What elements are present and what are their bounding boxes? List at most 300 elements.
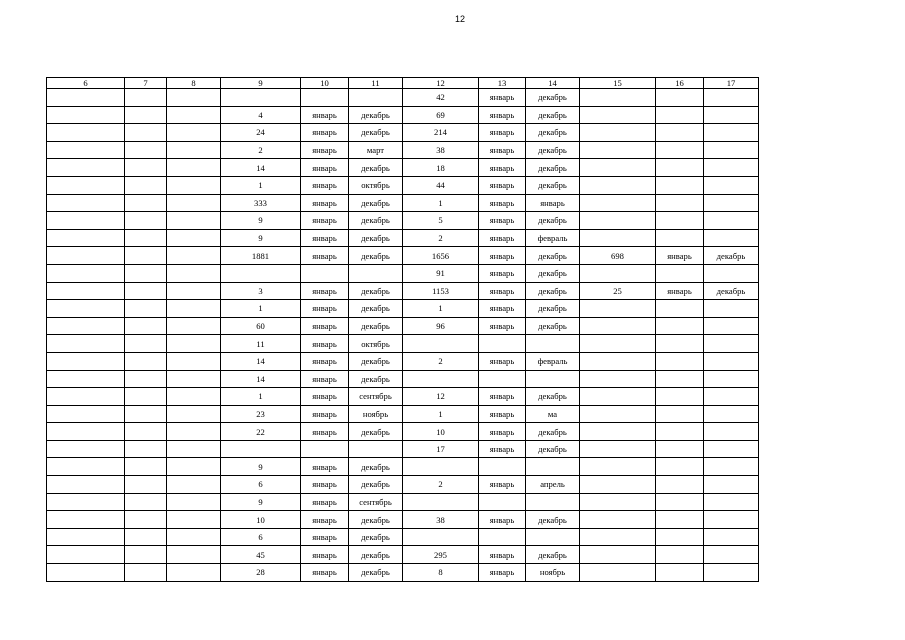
table-cell: 12 [403, 388, 479, 406]
table-cell [125, 335, 167, 353]
table-cell: январь [479, 106, 526, 124]
table-cell [47, 528, 125, 546]
table-cell [479, 370, 526, 388]
table-cell: 1 [403, 300, 479, 318]
table-cell: 14 [221, 159, 301, 177]
table-cell [526, 335, 580, 353]
table-cell [704, 124, 759, 142]
table-cell [656, 388, 704, 406]
table-cell [479, 528, 526, 546]
table-cell: январь [479, 388, 526, 406]
table-cell [479, 458, 526, 476]
table-cell: январь [301, 159, 349, 177]
table-cell [580, 423, 656, 441]
table-cell: январь [479, 564, 526, 582]
column-header: 8 [167, 78, 221, 89]
table-cell: январь [301, 194, 349, 212]
table-cell [167, 546, 221, 564]
table-cell: 28 [221, 564, 301, 582]
table-cell [704, 176, 759, 194]
table-cell: 9 [221, 212, 301, 230]
table-row [47, 282, 759, 300]
table-cell: 1 [221, 176, 301, 194]
table-cell: 69 [403, 106, 479, 124]
table-cell [580, 229, 656, 247]
table-cell [125, 528, 167, 546]
table-cell [656, 546, 704, 564]
table-cell: январь [656, 282, 704, 300]
table-cell [167, 229, 221, 247]
table-cell [125, 124, 167, 142]
table-cell: декабрь [349, 282, 403, 300]
table-cell [704, 229, 759, 247]
table-cell [704, 493, 759, 511]
table-cell: февраль [526, 229, 580, 247]
table-cell: декабрь [349, 546, 403, 564]
table-cell [125, 247, 167, 265]
table-cell [580, 388, 656, 406]
table-cell [47, 124, 125, 142]
table-row [47, 440, 759, 458]
table-cell [125, 141, 167, 159]
table-cell: январь [479, 159, 526, 177]
table-cell: октябрь [349, 176, 403, 194]
table-cell: декабрь [526, 423, 580, 441]
table-cell [125, 423, 167, 441]
table-cell: январь [301, 212, 349, 230]
table-cell [656, 212, 704, 230]
table-cell [301, 440, 349, 458]
table-cell [167, 89, 221, 107]
table-cell [167, 493, 221, 511]
table-cell [656, 511, 704, 529]
table-cell [125, 264, 167, 282]
table-cell [167, 282, 221, 300]
table-cell: январь [301, 106, 349, 124]
column-header: 15 [580, 78, 656, 89]
table-cell [580, 335, 656, 353]
table-cell [704, 511, 759, 529]
table-cell: январь [479, 476, 526, 494]
table-cell [167, 440, 221, 458]
table-cell [47, 493, 125, 511]
table-cell [125, 229, 167, 247]
table-cell [656, 352, 704, 370]
table-cell [125, 564, 167, 582]
table-cell: 14 [221, 370, 301, 388]
table-cell [125, 458, 167, 476]
table-cell: 96 [403, 317, 479, 335]
table-cell [580, 476, 656, 494]
table-cell [580, 352, 656, 370]
table-cell [656, 141, 704, 159]
table-cell [656, 317, 704, 335]
table-row [47, 194, 759, 212]
table-cell: декабрь [526, 106, 580, 124]
table-cell: декабрь [349, 159, 403, 177]
table-cell: 6 [221, 476, 301, 494]
table-cell [167, 141, 221, 159]
column-header: 9 [221, 78, 301, 89]
table-cell [167, 352, 221, 370]
table-cell: 38 [403, 511, 479, 529]
table-cell: 25 [580, 282, 656, 300]
column-header: 6 [47, 78, 125, 89]
table-cell: декабрь [526, 440, 580, 458]
table-cell: январь [301, 335, 349, 353]
table-cell [167, 247, 221, 265]
table-cell [656, 300, 704, 318]
table-cell [656, 335, 704, 353]
table-cell [656, 370, 704, 388]
table-cell [47, 317, 125, 335]
table-cell: 698 [580, 247, 656, 265]
table-cell: 24 [221, 124, 301, 142]
column-header: 13 [479, 78, 526, 89]
table-cell [125, 106, 167, 124]
table-cell [580, 564, 656, 582]
table-cell [580, 176, 656, 194]
table-cell: сентябрь [349, 493, 403, 511]
table-cell: декабрь [349, 511, 403, 529]
table-cell: ма [526, 405, 580, 423]
table-cell [47, 212, 125, 230]
table-cell [704, 264, 759, 282]
table-cell: декабрь [526, 546, 580, 564]
table-cell [349, 89, 403, 107]
table-cell [47, 388, 125, 406]
table-cell: декабрь [349, 194, 403, 212]
table-cell [221, 440, 301, 458]
table-cell [656, 458, 704, 476]
table-cell: январь [479, 300, 526, 318]
table-cell: декабрь [349, 124, 403, 142]
table-cell: декабрь [526, 141, 580, 159]
table-cell [580, 194, 656, 212]
column-header: 12 [403, 78, 479, 89]
table-cell: январь [479, 546, 526, 564]
table-cell [580, 106, 656, 124]
table-cell [704, 388, 759, 406]
table-cell [656, 423, 704, 441]
table-cell [125, 405, 167, 423]
table-cell [221, 264, 301, 282]
table-cell: 2 [403, 229, 479, 247]
table-cell: январь [301, 229, 349, 247]
table-cell [656, 440, 704, 458]
table-cell: декабрь [526, 159, 580, 177]
table-cell: декабрь [349, 212, 403, 230]
table-cell: январь [301, 300, 349, 318]
table-cell: 8 [403, 564, 479, 582]
table-cell: декабрь [526, 317, 580, 335]
table-cell [704, 458, 759, 476]
table-cell: 333 [221, 194, 301, 212]
table-cell: декабрь [349, 106, 403, 124]
table-cell: декабрь [349, 476, 403, 494]
table-cell [47, 264, 125, 282]
table-cell [704, 89, 759, 107]
table-row [47, 106, 759, 124]
table-cell: декабрь [526, 264, 580, 282]
table-cell: декабрь [704, 247, 759, 265]
table-row [47, 528, 759, 546]
table-cell [167, 300, 221, 318]
table-cell: январь [479, 511, 526, 529]
table-cell [656, 106, 704, 124]
table-cell: декабрь [526, 176, 580, 194]
table-row [47, 405, 759, 423]
table-cell [580, 511, 656, 529]
table-cell: 6 [221, 528, 301, 546]
table-cell [167, 159, 221, 177]
table-cell [580, 300, 656, 318]
table-cell: январь [301, 405, 349, 423]
table-cell: 1 [221, 300, 301, 318]
table-cell: декабрь [349, 458, 403, 476]
table-cell: 10 [221, 511, 301, 529]
column-header: 7 [125, 78, 167, 89]
table-row [47, 264, 759, 282]
table-cell [47, 546, 125, 564]
table-cell [125, 388, 167, 406]
table-cell [167, 106, 221, 124]
table-cell: январь [479, 212, 526, 230]
table-cell: январь [479, 317, 526, 335]
table-cell: январь [301, 511, 349, 529]
table-cell: январь [301, 546, 349, 564]
table-cell: декабрь [526, 300, 580, 318]
table-cell: 1656 [403, 247, 479, 265]
table-row [47, 493, 759, 511]
table-row [47, 124, 759, 142]
table-cell [403, 370, 479, 388]
table-cell: 3 [221, 282, 301, 300]
table-cell: январь [301, 528, 349, 546]
table-cell: декабрь [349, 564, 403, 582]
table-cell [47, 229, 125, 247]
table-cell [47, 476, 125, 494]
table-cell: 45 [221, 546, 301, 564]
table-cell [526, 458, 580, 476]
table-cell: декабрь [704, 282, 759, 300]
table-cell [580, 440, 656, 458]
table-cell [47, 370, 125, 388]
table-cell: январь [479, 124, 526, 142]
table-cell [403, 458, 479, 476]
table-cell [580, 141, 656, 159]
table-cell: январь [479, 352, 526, 370]
table-row [47, 564, 759, 582]
table-cell [580, 405, 656, 423]
table-cell: январь [301, 370, 349, 388]
table-cell: декабрь [349, 229, 403, 247]
table-cell: 91 [403, 264, 479, 282]
table-cell: январь [479, 405, 526, 423]
table-cell: январь [526, 194, 580, 212]
table-cell [167, 317, 221, 335]
table-cell [704, 528, 759, 546]
table-row [47, 546, 759, 564]
table-cell: декабрь [349, 247, 403, 265]
table-cell: 10 [403, 423, 479, 441]
table-cell [167, 212, 221, 230]
table-cell [704, 317, 759, 335]
table-cell [704, 159, 759, 177]
table-cell: 42 [403, 89, 479, 107]
table-cell [704, 564, 759, 582]
table-cell: 60 [221, 317, 301, 335]
table-cell: 1153 [403, 282, 479, 300]
table-body [47, 89, 759, 582]
table-cell: январь [301, 388, 349, 406]
table-row [47, 176, 759, 194]
table-cell [349, 264, 403, 282]
table-cell: 23 [221, 405, 301, 423]
table-cell [167, 335, 221, 353]
table-row [47, 317, 759, 335]
table-cell [167, 528, 221, 546]
table-cell [403, 493, 479, 511]
table-cell [656, 194, 704, 212]
table-cell [349, 440, 403, 458]
table-cell: 18 [403, 159, 479, 177]
table-cell: декабрь [349, 300, 403, 318]
table-cell [656, 493, 704, 511]
table-cell [301, 264, 349, 282]
table-cell [656, 89, 704, 107]
table-cell: 44 [403, 176, 479, 194]
table-cell [656, 564, 704, 582]
table-row [47, 247, 759, 265]
table-cell [125, 176, 167, 194]
data-table [46, 77, 759, 582]
table-row [47, 212, 759, 230]
table-cell [47, 141, 125, 159]
table-cell [580, 370, 656, 388]
table-cell [580, 124, 656, 142]
table-row [47, 229, 759, 247]
table-row [47, 300, 759, 318]
table-cell: январь [301, 423, 349, 441]
column-header: 17 [704, 78, 759, 89]
table-cell: декабрь [349, 423, 403, 441]
table-cell [167, 388, 221, 406]
table-cell: 2 [403, 476, 479, 494]
table-cell [125, 317, 167, 335]
table-cell: ноябрь [349, 405, 403, 423]
table-cell [47, 300, 125, 318]
table-cell [125, 476, 167, 494]
table-cell: январь [479, 194, 526, 212]
table-cell: декабрь [349, 370, 403, 388]
table-cell: январь [301, 458, 349, 476]
table-cell: январь [479, 282, 526, 300]
table-cell: 22 [221, 423, 301, 441]
table-cell [47, 458, 125, 476]
table-cell [47, 423, 125, 441]
table-cell [167, 370, 221, 388]
table-cell [167, 405, 221, 423]
table-cell [704, 405, 759, 423]
table-cell [656, 264, 704, 282]
table-cell: январь [301, 352, 349, 370]
column-header: 16 [656, 78, 704, 89]
table-cell [47, 106, 125, 124]
table-cell: ноябрь [526, 564, 580, 582]
table-cell: декабрь [526, 89, 580, 107]
table-cell [656, 124, 704, 142]
table-cell [167, 423, 221, 441]
table-cell [221, 89, 301, 107]
table-cell [47, 194, 125, 212]
table-cell [125, 282, 167, 300]
table-cell: сентябрь [349, 388, 403, 406]
table-cell: 2 [221, 141, 301, 159]
table-cell [125, 194, 167, 212]
table-cell: март [349, 141, 403, 159]
table-cell [125, 511, 167, 529]
table-cell [47, 247, 125, 265]
table-cell: январь [301, 476, 349, 494]
table-cell [167, 458, 221, 476]
table-cell [656, 405, 704, 423]
table-cell [47, 176, 125, 194]
table-row [47, 458, 759, 476]
table-cell [403, 335, 479, 353]
table-cell [580, 546, 656, 564]
table-cell [125, 159, 167, 177]
table-cell: декабрь [526, 511, 580, 529]
table-cell [656, 528, 704, 546]
table-cell: январь [301, 282, 349, 300]
table-cell: 9 [221, 229, 301, 247]
table-cell [167, 476, 221, 494]
table-cell [167, 124, 221, 142]
table-cell: 9 [221, 458, 301, 476]
table-cell [580, 159, 656, 177]
table-cell [704, 352, 759, 370]
table-cell: 5 [403, 212, 479, 230]
table-cell [47, 440, 125, 458]
table-cell [125, 89, 167, 107]
table-row [47, 388, 759, 406]
column-header: 14 [526, 78, 580, 89]
table-cell [580, 493, 656, 511]
table-cell [704, 141, 759, 159]
table-cell [656, 229, 704, 247]
table-row [47, 476, 759, 494]
table-cell: декабрь [349, 352, 403, 370]
table-cell [704, 423, 759, 441]
table-cell: 1 [403, 405, 479, 423]
table-cell [704, 212, 759, 230]
table-cell [704, 300, 759, 318]
table-cell [656, 476, 704, 494]
table-cell: 1881 [221, 247, 301, 265]
table-cell [47, 335, 125, 353]
table-cell: декабрь [526, 282, 580, 300]
header-row [47, 78, 759, 89]
table-cell [167, 176, 221, 194]
table-cell: январь [301, 247, 349, 265]
table-cell: 17 [403, 440, 479, 458]
table-cell: январь [301, 317, 349, 335]
table-cell: январь [301, 493, 349, 511]
table-cell [704, 106, 759, 124]
table-cell [125, 352, 167, 370]
table-cell [125, 370, 167, 388]
